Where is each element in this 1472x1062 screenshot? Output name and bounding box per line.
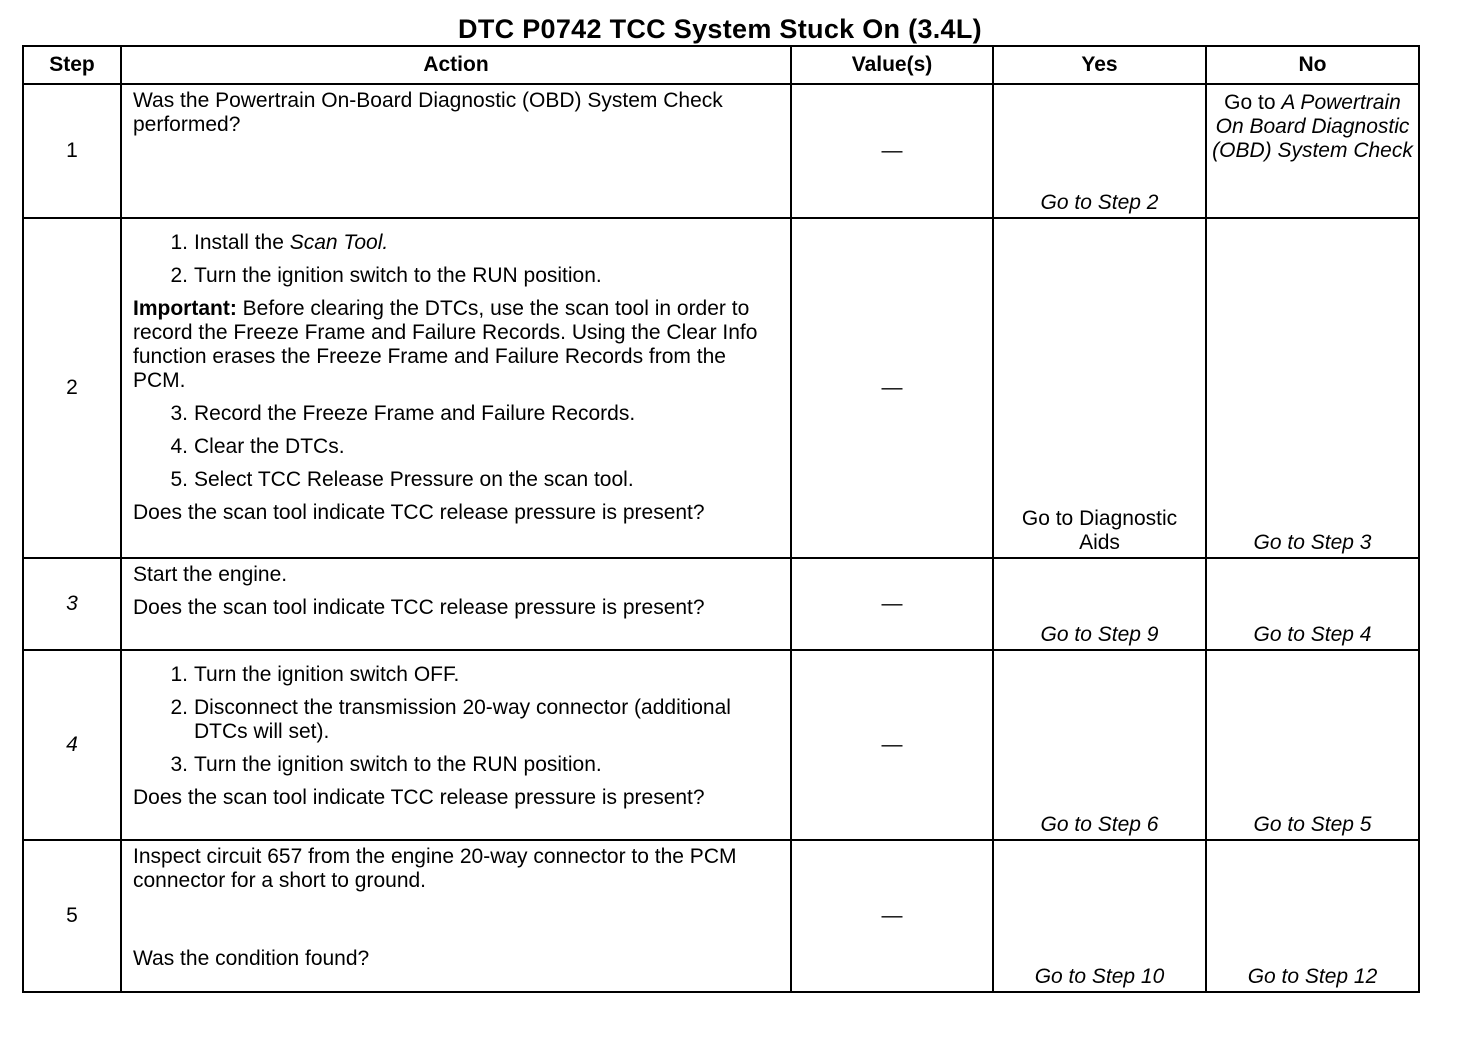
action-list: [133, 402, 778, 492]
step-number: 4: [23, 650, 121, 840]
list-item-number: 2.: [170, 696, 188, 719]
list-item-text: Turn the ignition switch to the RUN position.: [194, 264, 602, 287]
no-cell: [1206, 558, 1419, 650]
value-dash: —: [881, 592, 903, 615]
action-intro: Start the engine.: [133, 563, 288, 586]
yes-link[interactable]: Go to Step 9: [1040, 623, 1159, 646]
action-question: Was the condition found?: [133, 947, 370, 970]
yes-link[interactable]: Go to Step 10: [1034, 965, 1165, 988]
no-link[interactable]: Go to Step 4: [1253, 623, 1372, 646]
no-link[interactable]: Go to Step 3: [1253, 531, 1372, 554]
list-item-number: 2.: [170, 264, 188, 287]
value-dash: —: [881, 733, 903, 756]
table-row: [23, 218, 1419, 558]
important-label: Important:: [133, 297, 237, 320]
value-cell: [791, 840, 993, 992]
no-cell: [1206, 84, 1419, 218]
action-cell: [121, 218, 791, 558]
list-item: [133, 696, 778, 744]
action-cell: [121, 650, 791, 840]
no-link[interactable]: Go to Step 12: [1247, 965, 1378, 988]
list-item-number: 4.: [170, 435, 188, 458]
step-number: 3: [23, 558, 121, 650]
list-item: [133, 435, 778, 459]
list-item: [133, 663, 778, 687]
value-dash: —: [881, 376, 903, 399]
yes-link[interactable]: Go to Step 2: [1040, 191, 1159, 214]
action-spacer: [133, 893, 778, 947]
action-question: Was the Powertrain On-Board Diagnostic (OBD) System Check performed?: [133, 89, 723, 136]
yes-cell: [993, 218, 1206, 558]
list-item-text: Turn the ignition switch OFF.: [194, 663, 460, 686]
important-text: Before clearing the DTCs, use the scan tool in order to record the Freeze Frame and Failure Records. Using the Clear Info function erases the Freeze Frame and Failure Records from the PCM.: [133, 297, 758, 392]
action-question: Does the scan tool indicate TCC release pressure is present?: [133, 501, 705, 524]
list-item-text: Select TCC Release Pressure on the scan tool.: [194, 468, 634, 491]
table-row: [23, 558, 1419, 650]
value-dash: —: [881, 139, 903, 162]
header-row: [23, 46, 1419, 84]
scan-tool-link[interactable]: Scan Tool.: [289, 231, 389, 254]
header-yes: Yes: [993, 46, 1206, 84]
yes-cell: [993, 650, 1206, 840]
yes-cell: [993, 558, 1206, 650]
no-link[interactable]: Go to Step 5: [1253, 813, 1372, 836]
important-note: [133, 297, 778, 393]
list-item-number: 3.: [170, 753, 188, 776]
yes-cell: [993, 84, 1206, 218]
table-row: [23, 650, 1419, 840]
action-list: [133, 663, 778, 777]
list-item: [133, 468, 778, 492]
list-item-text: Clear the DTCs.: [194, 435, 345, 458]
step-number: 5: [23, 840, 121, 992]
action-cell: [121, 840, 791, 992]
value-cell: [791, 558, 993, 650]
list-item-text: Install the: [194, 231, 290, 254]
step-number: 2: [23, 218, 121, 558]
list-item: [133, 402, 778, 426]
no-cell: [1206, 840, 1419, 992]
header-no: No: [1206, 46, 1419, 84]
list-item: [133, 264, 778, 288]
value-cell: [791, 218, 993, 558]
action-question: Does the scan tool indicate TCC release pressure is present?: [133, 596, 705, 619]
no-cell: [1206, 218, 1419, 558]
no-prefix: Go to: [1224, 91, 1282, 114]
header-values: Value(s): [791, 46, 993, 84]
list-item-text: Record the Freeze Frame and Failure Records.: [194, 402, 636, 425]
action-list: [133, 231, 778, 288]
yes-cell: [993, 840, 1206, 992]
value-cell: [791, 84, 993, 218]
yes-link[interactable]: Go to Diagnostic Aids: [1021, 507, 1178, 554]
action-question: Does the scan tool indicate TCC release pressure is present?: [133, 786, 705, 809]
action-intro: Inspect circuit 657 from the engine 20-way connector to the PCM connector for a short to ground.: [133, 845, 737, 892]
list-item-number: 1.: [170, 231, 188, 254]
table-row: [23, 840, 1419, 992]
list-item-number: 5.: [170, 468, 188, 491]
list-item: [133, 231, 778, 255]
step-number: 1: [23, 84, 121, 218]
page-title: DTC P0742 TCC System Stuck On (3.4L): [458, 14, 982, 44]
action-cell: [121, 84, 791, 218]
list-item: [133, 753, 778, 777]
table-row: [23, 84, 1419, 218]
list-item-text: Disconnect the transmission 20-way connector (additional DTCs will set).: [194, 696, 731, 743]
list-item-number: 3.: [170, 402, 188, 425]
value-dash: —: [881, 904, 903, 927]
list-item-text: Turn the ignition switch to the RUN position.: [194, 753, 602, 776]
value-cell: [791, 650, 993, 840]
diagnostic-table: [22, 45, 1420, 993]
no-cell: [1206, 650, 1419, 840]
no-link[interactable]: A Powertrain On Board Diagnostic (OBD) System Check: [1212, 91, 1413, 162]
header-action: Action: [121, 46, 791, 84]
list-item-number: 1.: [170, 663, 188, 686]
action-cell: [121, 558, 791, 650]
header-step: Step: [23, 46, 121, 84]
yes-link[interactable]: Go to Step 6: [1040, 813, 1159, 836]
